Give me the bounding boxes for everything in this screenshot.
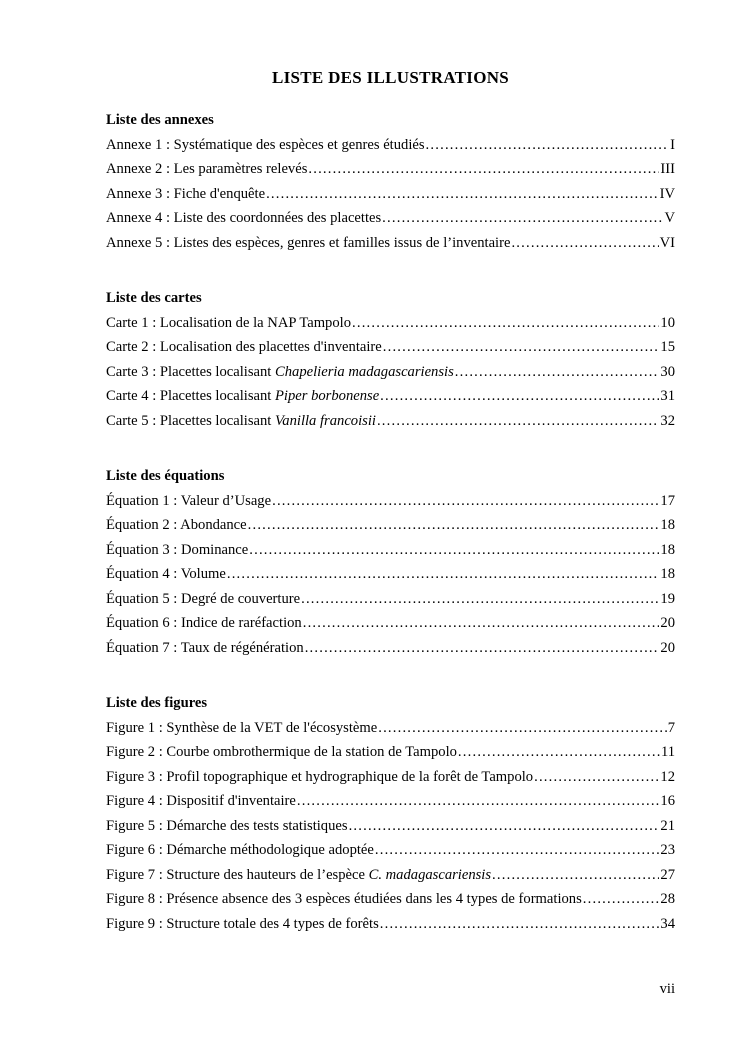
dot-leader — [297, 789, 660, 814]
toc-entry — [106, 231, 675, 256]
dot-leader — [227, 562, 660, 587]
toc-entry — [106, 912, 675, 937]
entry-label: Annexe 4 : Liste des coordonnées des placettes — [106, 210, 382, 226]
entry-label: Figure 7 : Structure des hauteurs de l’espèce — [106, 866, 369, 883]
entry-label: Équation 1 : Valeur d’Usage — [106, 492, 272, 509]
page-number-footer: vii — [659, 981, 675, 997]
entry-label: Carte 1 : Localisation de la NAP Tampolo — [106, 314, 351, 331]
entry-page-number: 30 — [660, 363, 675, 380]
entry-page-number: 20 — [660, 639, 675, 656]
entry-italic-label: Piper borbonense — [275, 388, 380, 404]
entry-italic-label: Chapelieria madagascariensis — [275, 363, 454, 380]
entry-page-number: 12 — [660, 768, 675, 785]
entry-label: Équation 4 : Volume — [106, 566, 226, 582]
dot-leader — [352, 311, 659, 336]
entry-italic-label: Vanilla francoisii — [275, 412, 376, 429]
section-heading: Liste des annexes — [106, 112, 214, 128]
entry-label: Équation 7 : Taux de régénération — [106, 639, 304, 656]
entry-label: Annexe 1 : Systématique des espèces et genres étudiés — [106, 136, 425, 153]
dot-leader — [249, 538, 659, 563]
entry-label: Carte 3 : Placettes localisant — [106, 363, 275, 380]
dot-leader — [383, 335, 660, 360]
entry-page-number: 20 — [660, 615, 675, 631]
entry-page-number: V — [664, 210, 675, 226]
section-cartes — [106, 286, 675, 433]
entry-page-number: I — [670, 136, 675, 153]
dot-leader — [426, 133, 670, 158]
dot-leader — [380, 384, 659, 409]
entry-page-number: 16 — [660, 793, 675, 809]
toc-entry — [106, 157, 675, 182]
entry-label: Carte 2 : Localisation des placettes d'inventaire — [106, 339, 382, 355]
dot-leader — [266, 182, 659, 207]
entry-label: Carte 4 : Placettes localisant — [106, 388, 275, 404]
toc-entry — [106, 740, 675, 765]
entry-page-number: VI — [659, 234, 675, 251]
dot-leader — [492, 863, 659, 888]
toc-entry — [106, 409, 675, 434]
entry-page-number: 17 — [660, 492, 675, 509]
section-heading: Liste des cartes — [106, 290, 202, 306]
toc-entry — [106, 133, 675, 158]
dot-leader — [380, 912, 660, 937]
entry-page-number: 15 — [660, 339, 675, 355]
toc-entry — [106, 636, 675, 661]
entry-label: Équation 3 : Dominance — [106, 541, 249, 558]
dot-leader — [455, 360, 660, 385]
entry-label: Figure 9 : Structure totale des 4 types de forêts — [106, 915, 379, 932]
entry-label: Figure 1 : Synthèse de la VET de l'écosystème — [106, 719, 378, 736]
toc-entry — [106, 716, 675, 741]
section-heading: Liste des figures — [106, 695, 208, 711]
entry-page-number: 10 — [660, 314, 675, 331]
toc-entry — [106, 838, 675, 863]
dot-leader — [382, 206, 663, 231]
entry-label: Annexe 3 : Fiche d'enquête — [106, 185, 266, 202]
toc-entry — [106, 863, 675, 888]
entry-label: Annexe 5 : Listes des espèces, genres et familles issus de l’inventaire — [106, 234, 511, 251]
entry-label: Figure 6 : Démarche méthodologique adoptée — [106, 842, 374, 858]
entry-page-number: 23 — [660, 842, 675, 858]
toc-entry — [106, 814, 675, 839]
toc-entry — [106, 562, 675, 587]
entry-label: Équation 2 : Abondance — [106, 517, 247, 533]
dot-leader — [308, 157, 659, 182]
section-annexes — [106, 108, 675, 255]
entry-page-number: 11 — [660, 744, 675, 760]
entry-label: Équation 6 : Indice de raréfaction — [106, 615, 302, 631]
section-figures — [106, 691, 675, 936]
entry-page-number: 7 — [667, 719, 675, 736]
dot-leader — [458, 740, 660, 765]
entry-label: Carte 5 : Placettes localisant — [106, 412, 275, 429]
entry-page-number: 27 — [660, 866, 675, 883]
entry-label: Figure 5 : Démarche des tests statistiques — [106, 817, 348, 834]
toc-entry — [106, 513, 675, 538]
dot-leader — [511, 231, 658, 256]
toc-entry — [106, 311, 675, 336]
entry-label: Équation 5 : Degré de couverture — [106, 590, 301, 607]
entry-italic-label: C. madagascariensis — [368, 866, 492, 883]
toc-entry — [106, 611, 675, 636]
dot-leader — [583, 887, 660, 912]
entry-label: Figure 2 : Courbe ombrothermique de la station de Tampolo — [106, 744, 457, 760]
entry-page-number: 28 — [660, 891, 675, 907]
entry-page-number: 21 — [660, 817, 675, 834]
dot-leader — [305, 636, 660, 661]
dot-leader — [534, 765, 659, 790]
entry-page-number: 18 — [660, 541, 675, 558]
dot-leader — [301, 587, 659, 612]
entry-label: Figure 8 : Présence absence des 3 espèces étudiées dans les 4 types de formations — [106, 891, 582, 907]
entry-page-number: 18 — [660, 517, 675, 533]
entry-label: Figure 4 : Dispositif d'inventaire — [106, 793, 296, 809]
entry-page-number: III — [660, 161, 675, 177]
section-equations — [106, 464, 675, 660]
page-content — [106, 68, 675, 936]
toc-entry — [106, 887, 675, 912]
toc-entry — [106, 206, 675, 231]
entry-page-number: 34 — [660, 915, 675, 932]
entry-label: Annexe 2 : Les paramètres relevés — [106, 161, 308, 177]
entry-label: Figure 3 : Profil topographique et hydrographique de la forêt de Tampolo — [106, 768, 534, 785]
toc-entry — [106, 182, 675, 207]
document-title: LISTE DES ILLUSTRATIONS — [271, 68, 510, 87]
entry-page-number: IV — [659, 185, 675, 202]
entry-page-number: 19 — [660, 590, 675, 607]
dot-leader — [375, 838, 660, 863]
toc-entry — [106, 360, 675, 385]
toc-entry — [106, 587, 675, 612]
dot-leader — [272, 489, 659, 514]
toc-entry — [106, 335, 675, 360]
toc-entry — [106, 789, 675, 814]
dot-leader — [349, 814, 660, 839]
dot-leader — [303, 611, 660, 636]
section-heading: Liste des équations — [106, 468, 225, 484]
toc-entry — [106, 538, 675, 563]
toc-entry — [106, 765, 675, 790]
entry-page-number: 32 — [660, 412, 675, 429]
dot-leader — [248, 513, 660, 538]
entry-page-number: 31 — [660, 388, 675, 404]
dot-leader — [378, 716, 666, 741]
dot-leader — [377, 409, 659, 434]
toc-entry — [106, 384, 675, 409]
toc-entry — [106, 489, 675, 514]
entry-page-number: 18 — [660, 566, 675, 582]
